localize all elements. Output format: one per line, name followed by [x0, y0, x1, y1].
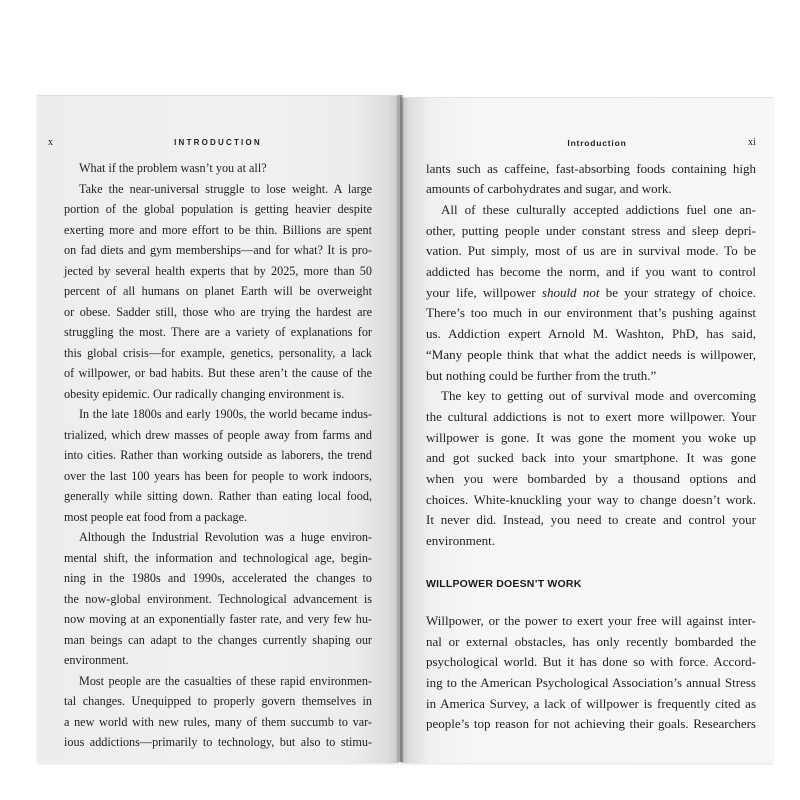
text-line: tal changes. Unequipped to properly govern themselves in — [64, 694, 372, 708]
text-line: It never did. Instead, you need to create and control your — [426, 512, 756, 528]
running-head: INTRODUCTION — [174, 138, 262, 147]
text-line: “Many people think that what the addict needs is willpower, — [426, 346, 756, 362]
text-line: struggling the most. There are a variety of explanations for — [64, 325, 372, 339]
paragraph — [64, 404, 372, 527]
text-line: on fad diets and gym memberships—and for what? It is pro- — [64, 243, 372, 257]
page-text — [64, 158, 372, 753]
emphasis: should not — [541, 284, 600, 300]
book-spine — [396, 95, 404, 762]
text-line: over the last 100 years has been for people to work indoors, — [64, 468, 372, 483]
section-heading: WILLPOWER DOESN’T WORK — [426, 577, 582, 590]
text-line: What if the problem wasn’t you at all? — [79, 161, 267, 175]
text-line: environment. — [426, 533, 495, 549]
text-line — [426, 283, 756, 304]
text-line: man beings can adapt to the changes currently shaping our — [64, 632, 372, 647]
text-line: environment. — [64, 653, 129, 667]
text-line: the now-global environment. Technological advancement is — [64, 591, 372, 606]
text-line: but nothing could be further from the truth.” — [426, 367, 657, 383]
text-line: ing to the American Psychological Association’s annual Stress — [426, 674, 756, 690]
paragraph — [426, 200, 756, 386]
page-number: x — [48, 137, 53, 148]
text-line: exerting more and more effort to be thin. Billions are spent — [64, 222, 372, 237]
text-line: most people eat food from a package. — [64, 509, 248, 524]
text-line: in America Survey, a lack of willpower is frequently cited as — [426, 695, 756, 711]
text-line: amounts of carbohydrates and sugar, and work. — [426, 181, 672, 197]
page-number: xi — [748, 137, 756, 148]
text-line: All of these culturally accepted addictions fuel one an- — [441, 201, 756, 217]
paragraph — [426, 611, 756, 735]
text-line: trialized, which drew masses of people away from farms and — [64, 427, 372, 442]
text-line: generally while sitting down. Rather than eating local food, — [64, 489, 372, 503]
text-line: and got sucked back into your smartphone. It was gone — [426, 450, 756, 466]
paragraph — [64, 527, 372, 671]
text-line: percent of all humans on planet Earth will be overweight — [64, 284, 372, 298]
text-line: the cultural addictions is not to exert more willpower. Your — [426, 408, 756, 424]
text-line: Willpower, or the power to exert your free will against inter- — [426, 612, 756, 628]
text-line: Most people are the casualties of these rapid environmen- — [79, 673, 372, 688]
text-line: There’s too much in our environment that’s pushing against — [426, 305, 756, 321]
running-head: Introduction — [567, 138, 627, 148]
text-line: Although the Industrial Revolution was a huge environ- — [79, 530, 372, 544]
text-line: Take the near-universal struggle to lose weight. A large — [79, 181, 372, 196]
text-line: now moving at an exponentially faster rate, and very few hu- — [64, 612, 372, 626]
text-line: The key to getting out of survival mode and overcoming — [441, 388, 756, 404]
text-line: when you were bombarded by a thousand options and — [426, 471, 756, 487]
text-line: choices. White-knuckling your way to change doesn’t work. — [426, 491, 756, 507]
text-line: jected by several health experts that by 2025, more than 50 — [64, 263, 372, 278]
text-line: ious addictions—primarily to technology, but also to stimu- — [64, 735, 372, 749]
text-line: nal or external obstacles, has only recently bombarded the — [426, 633, 756, 649]
text-line: portion of the global population is getting heavier despite — [64, 202, 372, 216]
text-line: obesity epidemic. Our radically changing environment is. — [64, 386, 345, 401]
paragraph — [426, 159, 756, 200]
text-line: us. Addiction expert Arnold M. Washton, PhD, has said, — [426, 326, 756, 342]
text-line: this global crisis—for example, genetics, personality, a lack — [64, 345, 372, 360]
text-line: people’s top reason for not achieving their goals. Researchers — [426, 716, 756, 732]
text-line: of willpower, or bad habits. But these aren’t the cause of the — [64, 366, 372, 380]
text-line: other, putting people under constant stress and sleep depri- — [426, 222, 756, 238]
text-line: mental shift, the information and technological age, begin- — [64, 550, 372, 565]
text-line: vation. Put simply, most of us are in survival mode. To be — [426, 243, 756, 259]
text-line: or obese. Sadder still, those who are trying the hardest are — [64, 304, 372, 319]
paragraph — [426, 386, 756, 552]
text-run: your life, willpower — [426, 284, 542, 300]
text-line: lants such as caffeine, fast-absorbing foods containing high — [426, 160, 756, 176]
text-line: addicted has become the norm, and if you want to control — [426, 264, 756, 280]
text-line: a new world with new rules, many of them succumb to var- — [64, 714, 372, 729]
right-page — [401, 97, 773, 763]
paragraph — [64, 158, 372, 179]
text-line: In the late 1800s and early 1900s, the world became indus- — [79, 407, 372, 421]
paragraph — [64, 671, 372, 753]
text-run: be your strategy of choice. — [599, 284, 756, 300]
left-page — [37, 95, 399, 763]
page-text — [426, 159, 756, 736]
paragraph — [64, 179, 372, 405]
text-line: psychological world. But it has done so with force. Accord- — [426, 654, 756, 670]
text-line: into cities. Rather than working outside as laborers, the trend — [64, 448, 372, 462]
text-line: willpower is gone. It was gone the moment you woke up — [426, 429, 756, 445]
text-line: ning in the 1980s and 1990s, accelerated the changes to — [64, 571, 372, 585]
